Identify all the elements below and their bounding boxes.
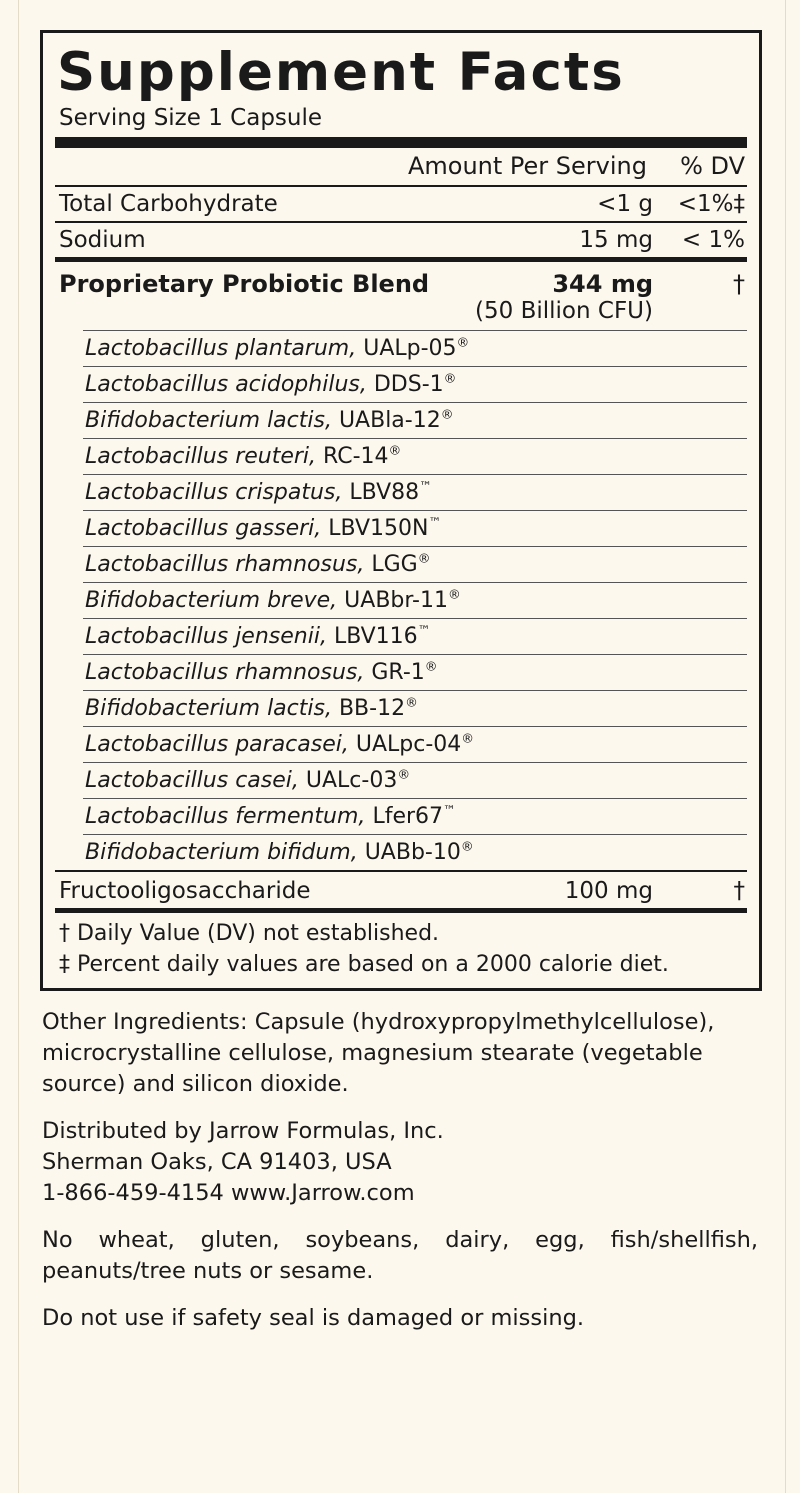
strain-code: GR-1	[371, 659, 425, 685]
strain-organism: Bifidobacterium bifidum,	[85, 839, 358, 865]
nutrient-row	[55, 187, 747, 221]
trademark-mark: ®	[447, 587, 461, 603]
strain-organism: Lactobacillus acidophilus,	[85, 371, 367, 397]
strain-organism: Bifidobacterium lactis,	[85, 695, 332, 721]
blend-cfu: (50 Billion CFU)	[475, 297, 653, 324]
list-item	[55, 331, 747, 366]
column-headers	[55, 148, 747, 185]
percent-dv-header: % DV	[680, 151, 745, 180]
label-content	[20, 0, 780, 1493]
trademark-mark: ®	[440, 407, 454, 423]
trademark-mark: ®	[405, 695, 418, 711]
panel-title: Supplement Facts	[57, 42, 625, 103]
strain-organism: Lactobacillus rhamnosus,	[85, 551, 365, 577]
trademark-mark: ®	[417, 551, 431, 567]
strain-code: LGG	[371, 551, 418, 577]
trademark-mark: ®	[388, 443, 402, 459]
list-item	[55, 799, 747, 834]
strain-code: UALpc-04	[355, 731, 462, 757]
blend-dv: †	[733, 269, 745, 298]
serving-size: Serving Size 1 Capsule	[59, 104, 323, 131]
strain-code: RC-14	[323, 443, 389, 469]
strain-organism: Lactobacillus paracasei,	[85, 731, 349, 757]
list-item	[55, 475, 747, 510]
trademark-mark: ™	[443, 803, 456, 819]
list-item	[55, 655, 747, 690]
trademark-mark: ™	[428, 515, 442, 531]
strain-code: UABb-10	[364, 839, 461, 865]
strain-organism: Lactobacillus fermentum,	[85, 803, 366, 829]
strain-list	[55, 330, 747, 870]
nutrient-name: Sodium	[59, 226, 146, 253]
label-lower-text	[42, 1007, 758, 1334]
supplement-facts-panel	[40, 30, 762, 991]
fos-dv: †	[733, 877, 745, 904]
proprietary-blend-row	[55, 262, 747, 298]
strain-code: LBV116	[333, 623, 418, 649]
strain-organism: Lactobacillus jensenii,	[85, 623, 327, 649]
strain-organism: Lactobacillus crispatus,	[85, 479, 343, 505]
allergen-statement: No wheat, gluten, soybeans, dairy, egg, fish/shellfish, peanuts/tree nuts or sesame.	[42, 1227, 758, 1285]
list-item	[55, 727, 747, 762]
list-item	[55, 583, 747, 618]
list-item	[55, 511, 747, 546]
list-item	[55, 547, 747, 582]
fos-amount: 100 mg	[564, 877, 653, 904]
strain-code: UABbr-11	[344, 587, 448, 613]
footnote-dagger: † Daily Value (DV) not established.	[59, 920, 440, 946]
blend-cfu-row	[55, 298, 747, 330]
amount-per-serving-header: Amount Per Serving	[407, 151, 647, 180]
footnote-double-dagger: ‡ Percent daily values are based on a 2000 calorie diet.	[59, 952, 669, 978]
strain-code: Lfer67	[372, 803, 444, 829]
strain-organism: Lactobacillus gasseri,	[85, 515, 322, 541]
trademark-mark: ™	[419, 479, 432, 495]
list-item	[55, 439, 747, 474]
list-item	[55, 403, 747, 438]
list-item	[55, 367, 747, 402]
nutrient-dv: < 1%	[681, 226, 745, 253]
safety-seal-statement: Do not use if safety seal is damaged or missing.	[42, 1305, 585, 1332]
other-ingredients: Other Ingredients: Capsule (hydroxypropylmethylcellulose), microcrystalline cellulose, magnesium stearate (vegetable source) and silicon dioxide.	[42, 1008, 715, 1097]
divider-thick-top	[55, 137, 747, 148]
label-right-edge	[785, 0, 800, 1493]
list-item	[55, 763, 747, 798]
strain-code: UALc-03	[305, 767, 398, 793]
nutrient-dv: <1%‡	[677, 190, 745, 217]
distributor-line-1: Distributed by Jarrow Formulas, Inc.	[42, 1117, 444, 1144]
trademark-mark: ®	[461, 731, 475, 747]
trademark-mark: ®	[443, 371, 457, 387]
strain-code: LBV150N	[328, 515, 429, 541]
nutrient-amount: <1 g	[597, 190, 653, 217]
trademark-mark: ™	[417, 623, 431, 639]
strain-code: UABla-12	[338, 407, 441, 433]
nutrient-row	[55, 223, 747, 257]
strain-code: LBV88	[349, 479, 420, 505]
list-item	[55, 691, 747, 726]
trademark-mark: ®	[424, 659, 438, 675]
list-item	[55, 835, 747, 870]
strain-organism: Bifidobacterium lactis,	[85, 407, 332, 433]
strain-code: DDS-1	[373, 371, 444, 397]
strain-organism: Lactobacillus casei,	[85, 767, 299, 793]
distributor-line-2: Sherman Oaks, CA 91403, USA	[42, 1149, 392, 1176]
list-item	[55, 619, 747, 654]
trademark-mark: ®	[397, 767, 411, 783]
strain-code: UALp-05	[363, 335, 457, 361]
strain-code: BB-12	[338, 695, 406, 721]
trademark-mark: ®	[456, 335, 470, 351]
fructooligosaccharide-row	[55, 872, 747, 908]
fos-name: Fructooligosaccharide	[59, 877, 311, 904]
label-left-edge	[0, 0, 19, 1493]
strain-organism: Lactobacillus rhamnosus,	[85, 659, 365, 685]
strain-organism: Bifidobacterium breve,	[85, 587, 338, 613]
strain-organism: Lactobacillus plantarum,	[85, 335, 357, 361]
strain-organism: Lactobacillus reuteri,	[85, 443, 317, 469]
blend-name: Proprietary Probiotic Blend	[59, 269, 430, 298]
distributor-contact: 1-866-459-4154 www.Jarrow.com	[42, 1180, 415, 1207]
nutrient-name: Total Carbohydrate	[59, 190, 278, 217]
trademark-mark: ®	[460, 839, 474, 855]
blend-amount: 344 mg	[552, 269, 653, 298]
nutrient-amount: 15 mg	[579, 226, 653, 253]
